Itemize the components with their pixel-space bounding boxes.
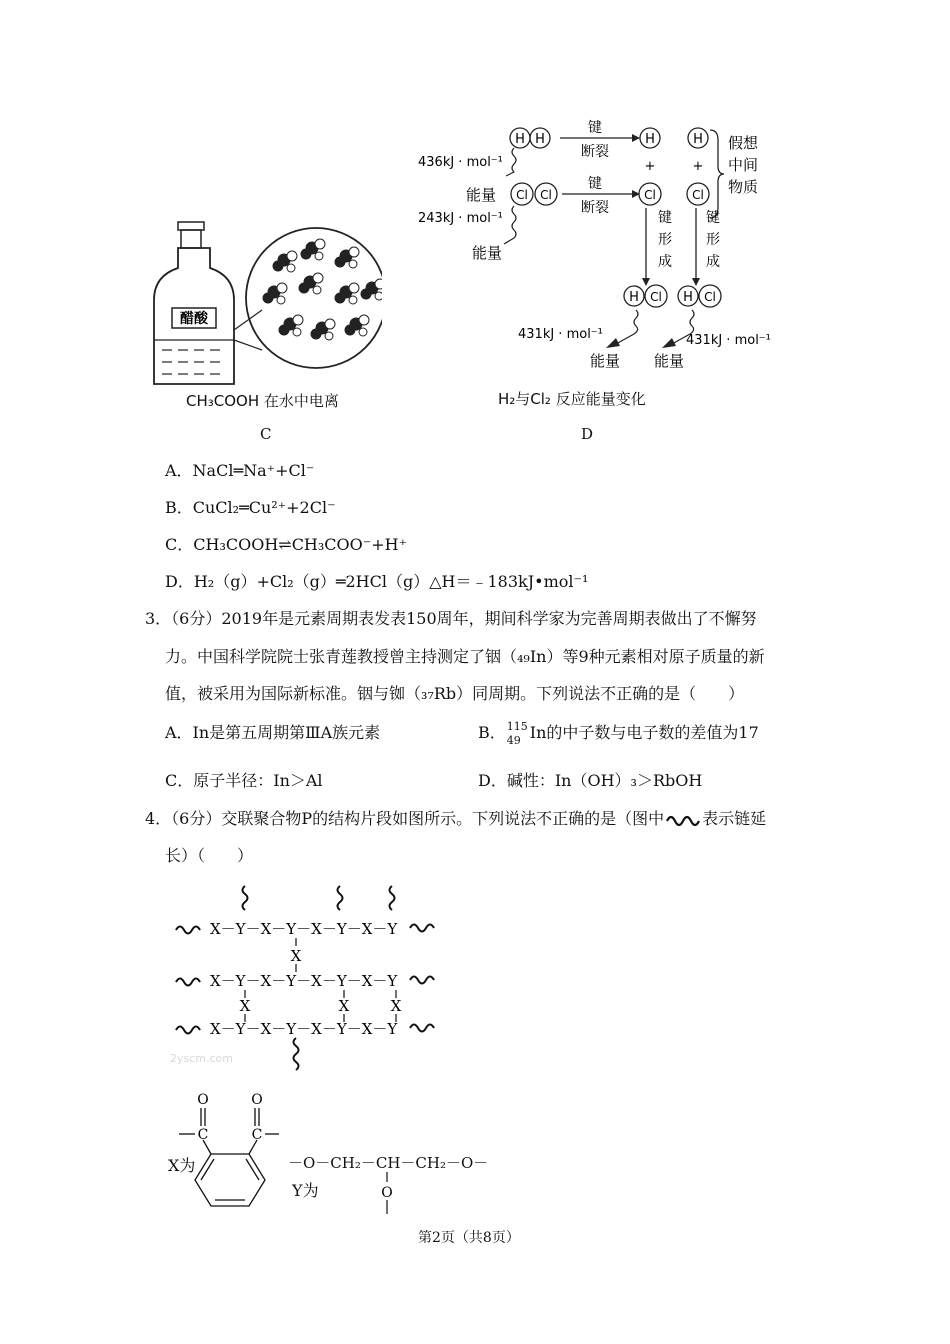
q2-option-c: C．CH₃COOH⇌CH₃COO⁻+H⁺ [165, 535, 408, 554]
svg-text:键: 键 [706, 210, 720, 226]
x-structure [165, 1090, 285, 1220]
molecule-cluster [279, 315, 303, 336]
svg-text:键: 键 [658, 210, 672, 226]
svg-text:Cl: Cl [692, 188, 704, 202]
bottle-label: 醋酸 [180, 311, 208, 327]
svg-text:H: H [535, 132, 545, 147]
svg-text:X－Y－X－Y－X－Y－X－Y: X－Y－X－Y－X－Y－X－Y [210, 972, 398, 990]
svg-text:C: C [197, 1127, 209, 1143]
svg-text:Cl: Cl [540, 188, 552, 202]
figure-d-energy-diagram [410, 112, 790, 382]
q3-option-b: B． 115 49 In的中子数与电子数的差值为17 [478, 723, 759, 743]
molecule-cluster [263, 283, 287, 304]
svg-text:键: 键 [588, 120, 602, 136]
molecule-cluster [273, 251, 297, 272]
svg-text:物质: 物质 [728, 178, 759, 196]
svg-text:形: 形 [658, 232, 672, 248]
svg-text:成: 成 [658, 254, 672, 270]
figure-c-letter: C [260, 425, 272, 443]
figure-d-caption: H₂与Cl₂ 反应能量变化 [498, 390, 646, 408]
svg-text:H: H [683, 290, 693, 305]
y-structure-branch [374, 1170, 404, 1220]
svg-text:+: + [644, 159, 656, 174]
molecule-cluster [335, 283, 359, 304]
svg-text:Cl: Cl [644, 188, 656, 202]
svg-text:C: C [251, 1127, 263, 1143]
svg-text:H: H [693, 132, 703, 147]
q2-option-d: D．H₂（g）+Cl₂（g）═2HCl（g）△H＝﹣183kJ•mol⁻¹ [165, 572, 589, 591]
svg-text:431kJ · mol⁻¹: 431kJ · mol⁻¹ [518, 327, 603, 342]
svg-text:断裂: 断裂 [581, 144, 609, 160]
svg-text:H: H [645, 132, 655, 147]
svg-text:能量: 能量 [654, 352, 685, 370]
svg-text:Cl: Cl [516, 188, 528, 202]
svg-text:中间: 中间 [728, 156, 759, 174]
polymer-structure [170, 880, 450, 1080]
isotope-mass-number: 115 [506, 720, 528, 733]
svg-text:键: 键 [588, 176, 602, 192]
acetic-acid-molecules [263, 239, 382, 340]
svg-text:成: 成 [706, 254, 720, 270]
svg-text:O: O [381, 1185, 393, 1201]
q3-stem-line-1: 3．（6分）2019年是元素周期表发表150周年，期间科学家为完善周期表做出了不懈努 [145, 609, 757, 628]
svg-text:X: X [290, 947, 302, 965]
q3-option-c: C．原子半径：In＞Al [165, 771, 323, 790]
svg-text:能量: 能量 [466, 186, 497, 204]
svg-text:X－Y－X－Y－X－Y－X－Y: X－Y－X－Y－X－Y－X－Y [210, 1020, 398, 1038]
x-label: X为 [168, 1156, 196, 1175]
svg-text:X－Y－X－Y－X－Y－X－Y: X－Y－X－Y－X－Y－X－Y [210, 920, 398, 938]
svg-text:O: O [251, 1092, 263, 1108]
q3-stem-line-2: 力。中国科学院院士张青莲教授曾主持测定了铟（₄₉In）等9种元素相对原子质量的新 [165, 647, 765, 666]
molecule-cluster [301, 239, 325, 260]
q3-option-a: A．In是第五周期第ⅢA族元素 [165, 723, 381, 742]
watermark: 2yscm.com [170, 1052, 233, 1065]
isotope-atomic-number: 49 [506, 734, 521, 747]
q3-option-d: D．碱性：In（OH）₃＞RbOH [478, 771, 703, 790]
wavy-chain-icon [666, 813, 700, 827]
svg-text:H: H [515, 132, 525, 147]
svg-text:243kJ · mol⁻¹: 243kJ · mol⁻¹ [418, 211, 503, 226]
svg-text:H: H [629, 290, 639, 305]
molecule-cluster [335, 247, 359, 268]
svg-text:Cl: Cl [704, 290, 716, 304]
svg-text:假想: 假想 [728, 134, 759, 152]
figure-c-acetic-acid [150, 220, 382, 420]
q2-option-b: B．CuCl₂═Cu²⁺+2Cl⁻ [165, 498, 336, 517]
svg-text:能量: 能量 [472, 244, 503, 262]
svg-text:断裂: 断裂 [581, 200, 609, 216]
svg-text:+: + [692, 159, 704, 174]
svg-text:形: 形 [706, 232, 720, 248]
svg-text:436kJ · mol⁻¹: 436kJ · mol⁻¹ [418, 155, 503, 170]
molecule-cluster [361, 279, 382, 300]
svg-text:能量: 能量 [590, 352, 621, 370]
q4-stem-line-2: 长）（ ） [165, 846, 254, 865]
molecule-cluster [299, 273, 323, 294]
svg-text:431kJ · mol⁻¹: 431kJ · mol⁻¹ [686, 333, 771, 348]
page-footer: 第2页（共8页） [418, 1230, 520, 1246]
molecule-cluster [345, 315, 369, 336]
q2-option-a: A．NaCl═Na⁺+Cl⁻ [165, 461, 315, 480]
y-label: Y为 [292, 1181, 319, 1200]
molecule-cluster [311, 319, 335, 340]
svg-text:X: X [390, 997, 402, 1015]
q4-stem-line-1: 4．（6分）交联聚合物P的结构片段如图所示。下列说法不正确的是（图中 表示链延 [145, 809, 767, 828]
figure-d-letter: D [581, 425, 594, 443]
figure-c-caption: CH₃COOH 在水中电离 [186, 392, 339, 410]
q3-stem-line-3: 值，被采用为国际新标准。铟与铷（₃₇Rb）同周期。下列说法不正确的是（ ） [165, 684, 745, 703]
y-formula: －O－CH₂－CH－CH₂－O－ [288, 1154, 489, 1172]
svg-text:Cl: Cl [650, 290, 662, 304]
svg-text:O: O [197, 1092, 209, 1108]
svg-text:X: X [338, 997, 350, 1015]
svg-text:X: X [239, 997, 251, 1015]
